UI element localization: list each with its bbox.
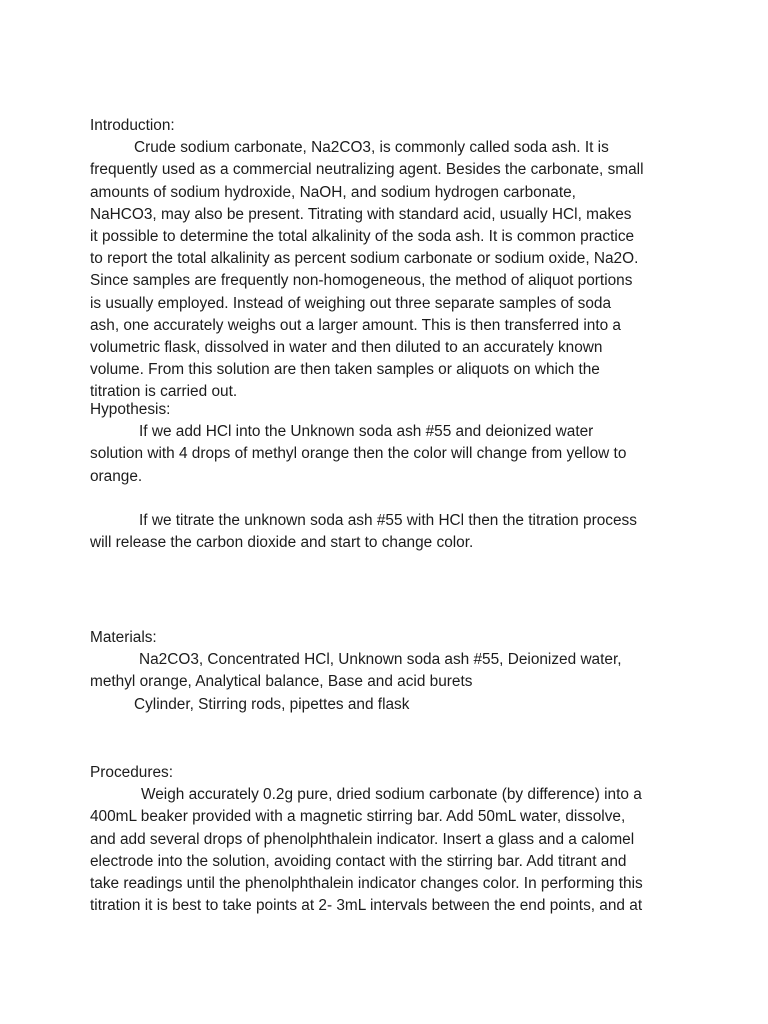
introduction-line: to report the total alkalinity as percent sodium carbonate or sodium oxide, Na2O.: [90, 250, 639, 268]
hypothesis-section: [90, 399, 690, 554]
hypothesis-line: solution with 4 drops of methyl orange then the color will change from yellow to: [90, 445, 627, 463]
hypothesis-paragraph-2: [90, 510, 690, 554]
hypothesis-line: If we titrate the unknown soda ash #55 with HCl then the titration process: [139, 511, 637, 529]
hypothesis-line: will release the carbon dioxide and start to change color.: [90, 534, 474, 552]
introduction-line: frequently used as a commercial neutralizing agent. Besides the carbonate, small: [90, 161, 644, 179]
introduction-heading: Introduction:: [90, 117, 175, 134]
hypothesis-line: If we add HCl into the Unknown soda ash #55 and deionized water: [139, 423, 594, 441]
procedures-line: and add several drops of phenolphthalein indicator. Insert a glass and a calomel: [90, 830, 635, 848]
introduction-line: Since samples are frequently non-homogeneous, the method of aliquot portions: [90, 272, 633, 290]
materials-section: [90, 627, 690, 716]
procedures-line: titration it is best to take points at 2- 3mL intervals between the end points, and at: [90, 897, 643, 915]
introduction-line: titration is carried out.: [90, 383, 238, 401]
introduction-line: it possible to determine the total alkalinity of the soda ash. It is common practice: [90, 228, 635, 246]
procedures-paragraph: [90, 784, 690, 917]
procedures-line: electrode into the solution, avoiding contact with the stirring bar. Add titrant and: [90, 852, 627, 870]
introduction-paragraph: [90, 137, 690, 403]
introduction-line: NaHCO3, may also be present. Titrating with standard acid, usually HCl, makes: [90, 205, 632, 223]
paragraph-gap: [90, 488, 690, 510]
introduction-line: amounts of sodium hydroxide, NaOH, and sodium hydrogen carbonate,: [90, 183, 576, 201]
introduction-line: ash, one accurately weighs out a larger amount. This is then transferred into a: [90, 316, 621, 334]
introduction-line: is usually employed. Instead of weighing out three separate samples of soda: [90, 294, 612, 312]
introduction-section: [90, 115, 690, 404]
introduction-line: volumetric flask, dissolved in water and then diluted to an accurately known: [90, 339, 603, 357]
materials-line: Cylinder, Stirring rods, pipettes and flask: [134, 695, 410, 713]
procedures-line: take readings until the phenolphthalein indicator changes color. In performing this: [90, 875, 643, 893]
procedures-section: [90, 762, 690, 917]
procedures-line: Weigh accurately 0.2g pure, dried sodium carbonate (by difference) into a: [141, 786, 642, 804]
procedures-heading: Procedures:: [90, 764, 173, 781]
hypothesis-paragraph-1: [90, 421, 690, 488]
materials-line: methyl orange, Analytical balance, Base and acid burets: [90, 673, 473, 691]
materials-heading: Materials:: [90, 629, 157, 646]
introduction-line: volume. From this solution are then taken samples or aliquots on which the: [90, 361, 600, 379]
introduction-line: Crude sodium carbonate, Na2CO3, is commonly called soda ash. It is: [134, 139, 609, 157]
hypothesis-heading: Hypothesis:: [90, 401, 171, 418]
hypothesis-line: orange.: [90, 467, 143, 485]
procedures-line: 400mL beaker provided with a magnetic stirring bar. Add 50mL water, dissolve,: [90, 808, 626, 826]
materials-paragraph: [90, 649, 690, 716]
materials-line: Na2CO3, Concentrated HCl, Unknown soda ash #55, Deionized water,: [139, 651, 622, 669]
